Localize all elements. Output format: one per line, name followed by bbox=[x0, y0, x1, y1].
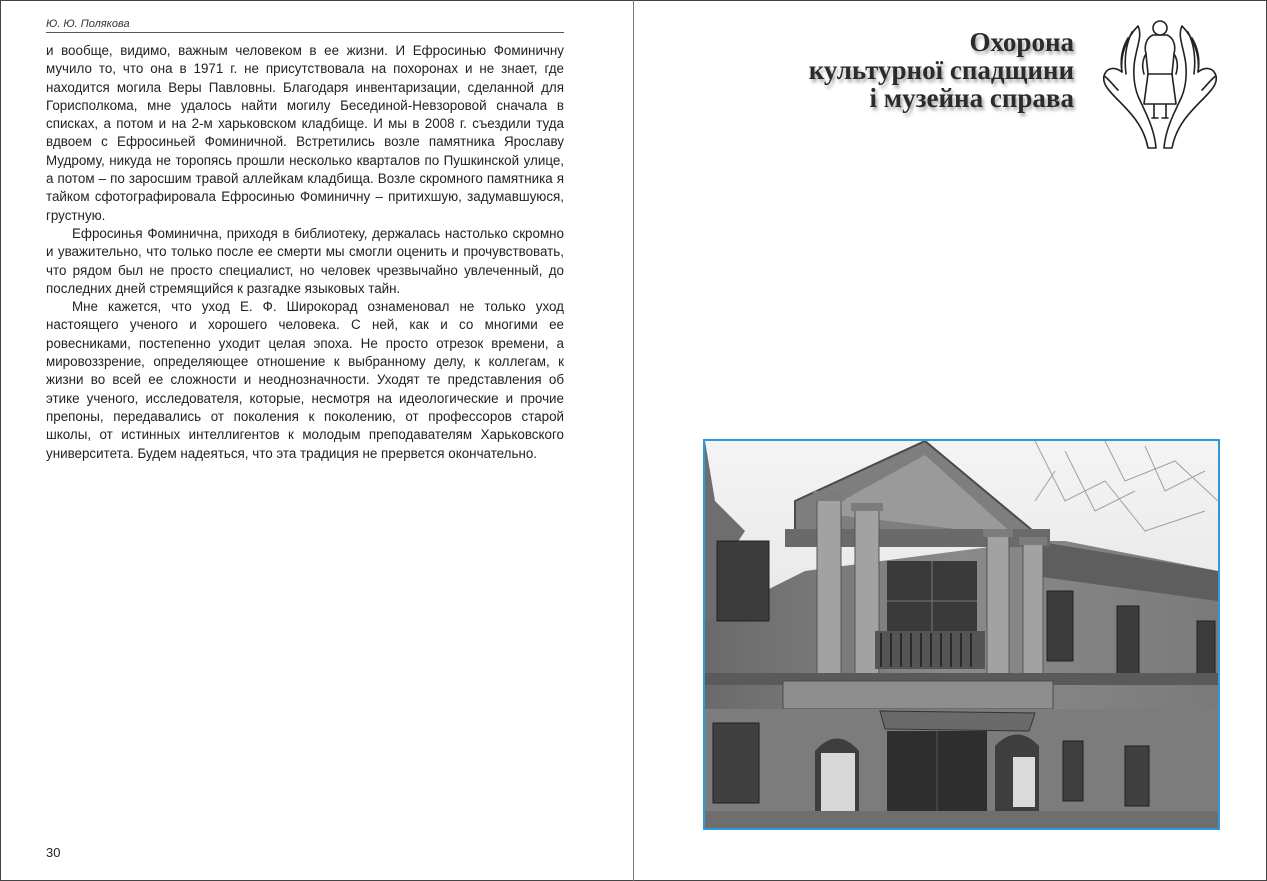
hands-protecting-figure-icon bbox=[1098, 8, 1222, 158]
building-photo bbox=[703, 439, 1220, 830]
section-title-line: Охорона bbox=[969, 27, 1074, 57]
page-number: 30 bbox=[46, 845, 61, 860]
page-gutter bbox=[633, 0, 634, 881]
section-title-line: культурної спадщини bbox=[808, 55, 1074, 85]
paragraph: Мне кажется, что уход Е. Ф. Широкорад ознаменовал не только уход настоящего ученого и хорошего человека. С ней, как и со многими ее ровесниками, постепенно уходит целая эпоха. Не просто отрезок времени, а мировоззрение, определяющее отношение к выбранному делу, к коллегам, к жизни во всей ее сложности и неоднозначности. Уходят те представления об этике ученого, исследователя, которые, несмотря на идеологические и прочие препоны, передавались от поколения к поколению, от профессоров старой школы, от истинных интеллигентов к молодым преподавателям Харьковского университета. Будем надеяться, что эта традиция не прервется окончательно. bbox=[46, 299, 564, 461]
section-title bbox=[700, 28, 1074, 112]
body-text bbox=[46, 42, 564, 463]
paragraph: и вообще, видимо, важным человеком в ее жизни. И Ефросинью Фоминичну мучило то, что она в 1971 г. не присутствовала на похоронах и не знает, где находится могила Веры Павловны. Благодаря инвентаризации, сделанной для Горисполкома, мне удалось найти могилу Бесединой-Невзоровой сначала в списках, а потом и на 2-м харьковском кладбище. И мы в 2008 г. съездили туда вдвоем с Ефросиньей Фоминичной. Встретились возле памятника Ярославу Мудрому, никуда не торопясь прошли несколько кварталов по Пушкинской улице, а потом – по заросшим травой аллейкам кладбища. Возле скромного памятника я тайком сфотографировала Ефросинью Фоминичну – притихшую, задумавшуюся, грустную. bbox=[46, 43, 564, 223]
section-title-line: і музейна справа bbox=[869, 83, 1074, 113]
paragraph: Ефросинья Фоминична, приходя в библиотеку, держалась настолько скромно и уважительно, что только после ее смерти мы смогли оценить и прочувствовать, что рядом был не просто специалист, но человек чрезвычайно увлеченный, до последних дней стремящийся к разгадке языковых тайн. bbox=[46, 225, 564, 296]
running-head: Ю. Ю. Полякова bbox=[46, 18, 564, 33]
